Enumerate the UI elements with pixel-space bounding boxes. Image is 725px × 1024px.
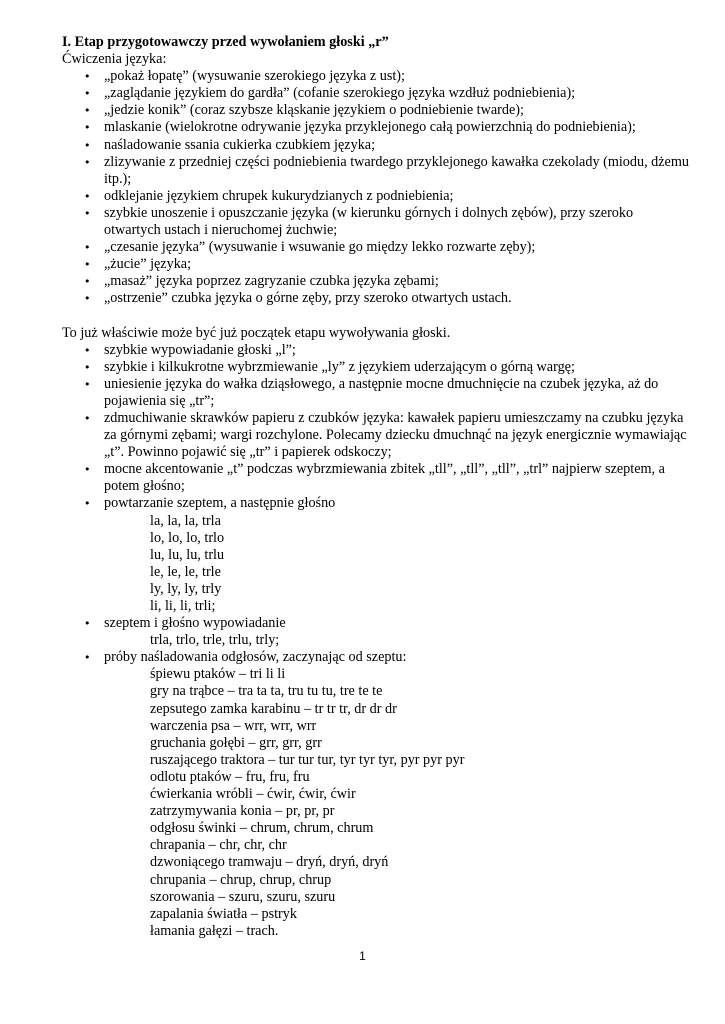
exercise-item: • „jedzie konik” (coraz szybsze kląskanie językiem o podniebienie twarde); (62, 102, 692, 119)
sound-line: zatrzymywania konia – pr, pr, pr (150, 803, 335, 820)
section-intro: To już właściwie może być już początek etapu wywoływania głoski. (62, 324, 451, 341)
sound-line: chrapania – chr, chr, chr (150, 837, 287, 854)
exercise-item: • szybkie unoszenie i opuszczanie języka (w kierunku górnych i dolnych zębów), przy szeroko otwartych ustach i nieruchomej żuchwie; (62, 205, 692, 239)
sound-line: dzwoniącego tramwaju – dryń, dryń, dryń (150, 854, 389, 871)
evocation-item: • mocne akcentowanie „t” podczas wybrzmiewania zbitek „tll”, „tll”, „tll”, „trl” najpierw szeptem, a potem głośno; (62, 461, 692, 495)
syllable-line: la, la, la, trla (150, 512, 221, 529)
exercise-item: • „czesanie języka” (wysuwanie i wsuwanie go między lekko rozwarte zęby); (62, 239, 692, 256)
exercise-item: • naśladowanie ssania cukierka czubkiem języka; (62, 137, 692, 154)
exercise-item: • „ostrzenie” czubka języka o górne zęby, przy szeroko otwartych ustach. (62, 290, 692, 307)
sound-line: łamania gałęzi – trach. (150, 922, 279, 939)
syllable-line: trla, trlo, trle, trlu, trly; (150, 632, 280, 649)
repeat-label: powtarzanie szeptem, a następnie głośno (104, 495, 336, 512)
whisper-syllable-list (104, 632, 692, 649)
syllable-line: lo, lo, lo, trlo (150, 529, 225, 546)
evocation-item: • zdmuchiwanie skrawków papieru z czubków języka: kawałek papieru umieszczamy na czubku języka za górnymi zębami; wargi rozchylone. Polecamy dziecku dmuchnąć na język energicznie wymawiając „t”. Powinno pojawić się „tr” i papierek odskoczy; (62, 410, 692, 461)
syllable-line: le, le, le, trle (150, 563, 221, 580)
evocation-list (62, 342, 692, 940)
section-heading: I. Etap przygotowawczy przed wywołaniem głoski „r” (62, 34, 389, 50)
sound-line: ćwierkania wróbli – ćwir, ćwir, ćwir (150, 786, 356, 803)
sounds-item (62, 649, 692, 940)
sound-line: odlotu ptaków – fru, fru, fru (150, 768, 310, 785)
evocation-item: • uniesienie języka do wałka dziąsłowego, a następnie mocne dmuchnięcie na czubek języka, aż do pojawienia się „tr”; (62, 376, 692, 410)
exercise-item: • „żucie” języka; (62, 256, 692, 273)
exercise-item: • „pokaż łopatę” (wysuwanie szerokiego języka z ust); (62, 68, 692, 85)
syllable-line: ly, ly, ly, trly (150, 580, 222, 597)
exercise-item: • „zaglądanie językiem do gardła” (cofanie szerokiego języka wzdłuż podniebienia); (62, 85, 692, 102)
sound-line: warczenia psa – wrr, wrr, wrr (150, 717, 317, 734)
page-number: 1 (359, 949, 366, 963)
sound-line: zapalania światła – pstryk (150, 905, 297, 922)
whisper-item (62, 615, 692, 649)
sound-line: chrupania – chrup, chrup, chrup (150, 871, 332, 888)
exercise-item: • „masaż” języka poprzez zagryzanie czubka języka zębami; (62, 273, 692, 290)
sound-line: odgłosu świnki – chrum, chrum, chrum (150, 820, 374, 837)
tongue-exercises-list (62, 68, 692, 307)
sounds-label: próby naśladowania odgłosów, zaczynając od szeptu: (104, 649, 407, 666)
evocation-item: • szybkie wypowiadanie głoski „l”; (62, 342, 692, 359)
paragraph-gap (62, 308, 692, 325)
sound-line: śpiewu ptaków – tri li li (150, 666, 286, 683)
exercises-subtitle: Ćwiczenia języka: (62, 51, 167, 68)
sound-line: szorowania – szuru, szuru, szuru (150, 888, 336, 905)
syllable-line: li, li, li, trli; (150, 598, 216, 614)
exercise-item: • mlaskanie (wielokrotne odrywanie języka przyklejonego całą powierzchnią do podniebienia); (62, 119, 692, 136)
exercise-item: • zlizywanie z przedniej części podniebienia twardego przyklejonego kawałka czekolady (miodu, dżemu itp.); (62, 154, 692, 188)
evocation-item: • szybkie i kilkukrotne wybrzmiewanie „ly” z językiem uderzającym o górną wargę; (62, 359, 692, 376)
document-page (62, 34, 692, 940)
whisper-label: szeptem i głośno wypowiadanie (104, 615, 286, 632)
exercise-item: • odklejanie językiem chrupek kukurydzianych z podniebienia; (62, 188, 692, 205)
sound-line: gry na trąbce – tra ta ta, tru tu tu, tre te te (150, 683, 383, 700)
sound-line: zepsutego zamka karabinu – tr tr tr, dr dr dr (150, 700, 397, 717)
repeat-item (62, 495, 692, 615)
sound-line: gruchania gołębi – grr, grr, grr (150, 734, 322, 751)
sound-imitation-list (104, 666, 692, 940)
syllable-list (104, 513, 692, 616)
syllable-line: lu, lu, lu, trlu (150, 546, 225, 563)
sound-line: ruszającego traktora – tur tur tur, tyr tyr tyr, pyr pyr pyr (150, 751, 465, 768)
